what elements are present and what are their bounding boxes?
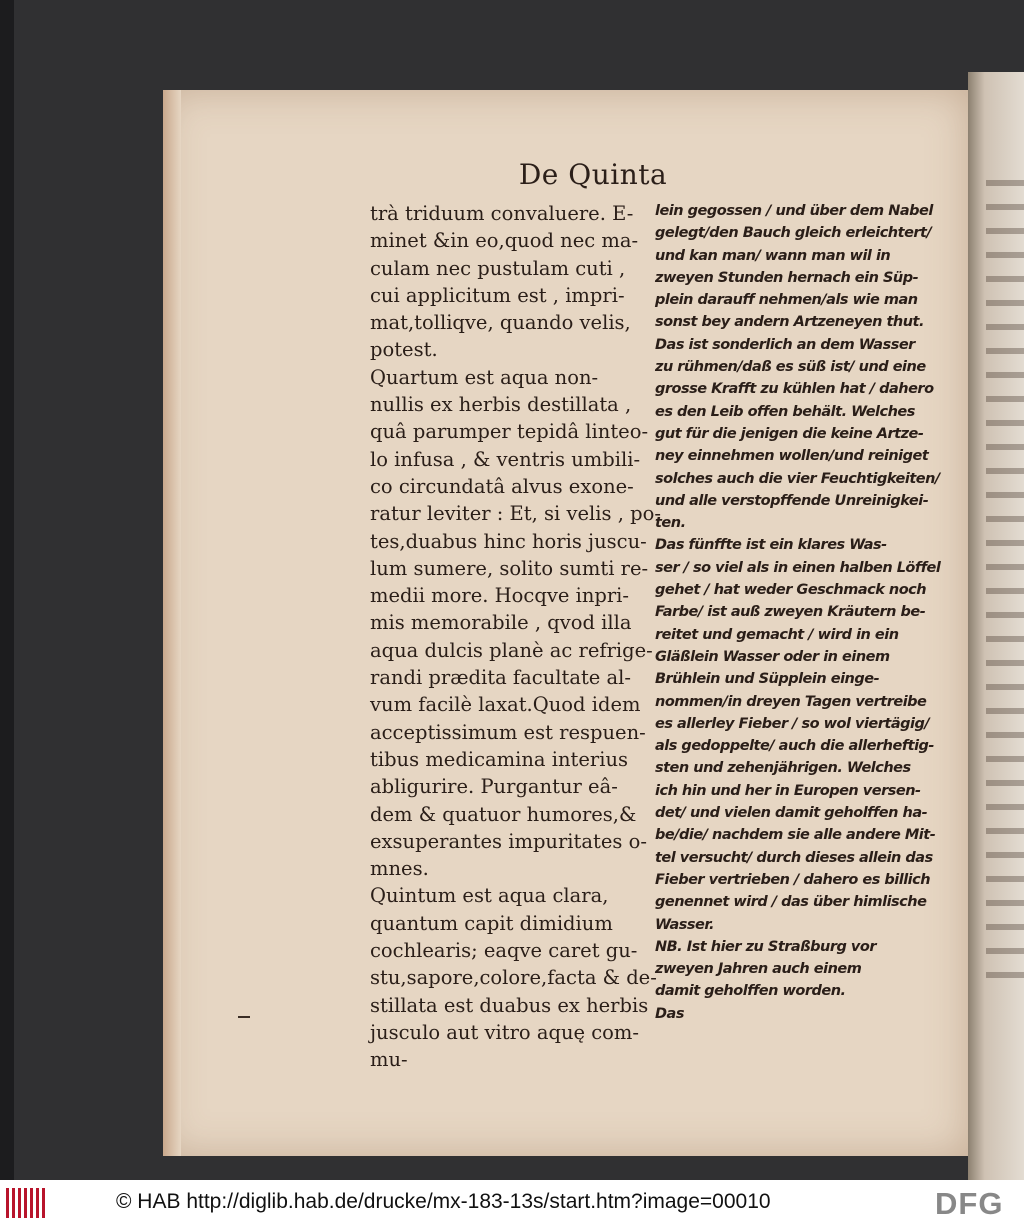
latin-text-line: aqua dulcis planè ac refrige- bbox=[370, 638, 653, 662]
german-column bbox=[655, 200, 945, 1025]
latin-text-line: trà triduum convaluere. E- bbox=[370, 202, 634, 225]
german-text-line: plein darauff nehmen/als wie man bbox=[655, 292, 918, 309]
german-text-line: genennet wird / das über himlische bbox=[655, 894, 927, 911]
german-text-line: zu rühmen/daß es süß ist/ und eine bbox=[655, 359, 926, 376]
latin-text-line: lo infusa , & ventris umbili- bbox=[370, 447, 641, 471]
scan-left-edge bbox=[0, 0, 14, 1180]
latin-text-line: mat,tolliqve, quando velis, bbox=[370, 311, 631, 335]
latin-text-line: tes,duabus hinc horis juscu- bbox=[370, 529, 647, 553]
german-text-line: ich hin und her in Europen versen- bbox=[655, 782, 921, 799]
german-text-line: Wasser. bbox=[655, 916, 714, 933]
german-text-line: es den Leib offen behält. Welches bbox=[655, 403, 915, 420]
latin-text-line: cui applicitum est , impri- bbox=[370, 283, 625, 307]
german-text-line: tel versucht/ durch dieses allein das bbox=[655, 849, 933, 866]
margin-mark bbox=[238, 1016, 250, 1018]
german-text-line: reitet und gemacht / wird in ein bbox=[655, 626, 899, 643]
dfg-logo: DFG bbox=[935, 1186, 1004, 1221]
latin-text-line: nullis ex herbis destillata , bbox=[370, 393, 632, 417]
german-text-line: lein gegossen / und über dem Nabel bbox=[655, 203, 933, 219]
latin-text-line: jusculo aut vitro aquę com- bbox=[370, 1020, 639, 1044]
latin-column bbox=[370, 200, 661, 1074]
latin-text-line: mis memorabile , qvod illa bbox=[370, 611, 632, 635]
latin-text-line: medii more. Hocqve inpri- bbox=[370, 584, 630, 608]
latin-text-line: tibus medicamina interius bbox=[370, 747, 629, 771]
latin-text-line: abligurire. Purgantur eâ- bbox=[370, 775, 618, 799]
latin-text-line: randi prædita facultate al- bbox=[370, 666, 631, 690]
german-text-line: zweyen Jahren auch einem bbox=[655, 961, 862, 978]
german-text-line: gut für die jenigen die keine Artze- bbox=[655, 425, 924, 442]
german-text-line: sten und zehenjährigen. Welches bbox=[655, 760, 911, 777]
german-text-line: Gläßlein Wasser oder in einem bbox=[655, 648, 890, 665]
latin-text-line: mnes. bbox=[370, 857, 429, 881]
german-text-line: Das ist sonderlich an dem Wasser bbox=[655, 336, 915, 353]
german-text-line: ten. bbox=[655, 515, 686, 532]
german-text-line: damit geholffen worden. bbox=[655, 983, 846, 1000]
copyright-link[interactable]: © HAB http://diglib.hab.de/drucke/mx-183-13s/start.htm?image=00010 bbox=[116, 1190, 771, 1213]
german-text-line: grosse Krafft zu kühlen hat / dahero bbox=[655, 381, 934, 398]
german-text-line: sonst bey andern Artzeneyen thut. bbox=[655, 314, 924, 331]
german-text-line: Farbe/ ist auß zweyen Kräutern be- bbox=[655, 604, 926, 621]
german-text-line: ney einnehmen wollen/und reiniget bbox=[655, 448, 929, 465]
hab-logo-icon bbox=[6, 1188, 46, 1218]
german-text-line: nommen/in dreyen Tagen vertreibe bbox=[655, 693, 927, 710]
german-text-line: zweyen Stunden hernach ein Süp- bbox=[655, 269, 919, 286]
latin-text-line: mu- bbox=[370, 1048, 408, 1072]
german-text-line: es allerley Fieber / so wol viertägig/ bbox=[655, 715, 930, 732]
latin-text-line: minet &in eo,quod nec ma- bbox=[370, 229, 639, 253]
latin-text-line: vum facilè laxat.Quod idem bbox=[370, 693, 641, 717]
latin-text-line: cochlearis; eaqve caret gu- bbox=[370, 939, 638, 963]
latin-text-line: co circundatâ alvus exone- bbox=[370, 474, 634, 498]
german-text-line: det/ und vielen damit geholffen ha- bbox=[655, 805, 928, 822]
german-text-line: Brühlein und Süpplein einge- bbox=[655, 671, 880, 688]
latin-text-line: quâ parumper tepidâ linteo- bbox=[370, 420, 649, 444]
german-text-line: Fieber vertrieben / dahero es billich bbox=[655, 871, 931, 888]
latin-text-line: dem & quatuor humores,& bbox=[370, 802, 637, 826]
german-text-line: be/die/ nachdem sie alle andere Mit- bbox=[655, 827, 936, 844]
latin-text-line: stillata est duabus ex herbis bbox=[370, 993, 649, 1017]
latin-text-line: lum sumere, solito sumti re- bbox=[370, 556, 649, 580]
german-text-line: gehet / hat weder Geschmack noch bbox=[655, 582, 927, 599]
latin-text-line: Quintum est aqua clara, bbox=[370, 884, 609, 908]
latin-text-line: Quartum est aqua non- bbox=[370, 365, 599, 389]
german-text-line: und kan man/ wann man wil in bbox=[655, 247, 891, 264]
german-text-line: Das fünffte ist ein klares Was- bbox=[655, 537, 887, 554]
german-text-line: NB. Ist hier zu Straßburg vor bbox=[655, 938, 876, 955]
latin-text-line: stu,sapore,colore,facta & de- bbox=[370, 966, 657, 990]
page-spine-shadow bbox=[163, 90, 181, 1156]
german-text-line: ser / so viel als in einen halben Löffel bbox=[655, 559, 941, 576]
latin-text-line: culam nec pustulam cuti , bbox=[370, 256, 626, 280]
german-text-line: und alle verstopffende Unreinigkei- bbox=[655, 492, 929, 509]
latin-text-line: exsuperantes impuritates o- bbox=[370, 829, 647, 853]
german-text-line: als gedoppelte/ auch die allerheftig- bbox=[655, 738, 934, 755]
running-header: De Quinta bbox=[518, 158, 668, 191]
german-text-line: gelegt/den Bauch gleich erleichtert/ bbox=[655, 225, 932, 242]
latin-text-line: potest. bbox=[370, 338, 438, 362]
latin-text-line: ratur leviter : Et, si velis , po- bbox=[370, 502, 661, 526]
german-text-line: Das bbox=[655, 1005, 684, 1022]
latin-text-line: acceptissimum est respuen- bbox=[370, 720, 646, 744]
latin-text-line: quantum capit dimidium bbox=[370, 911, 613, 935]
german-text-line: solches auch die vier Feuchtigkeiten/ bbox=[655, 470, 940, 487]
adjacent-page-text-shadow bbox=[986, 180, 1024, 980]
